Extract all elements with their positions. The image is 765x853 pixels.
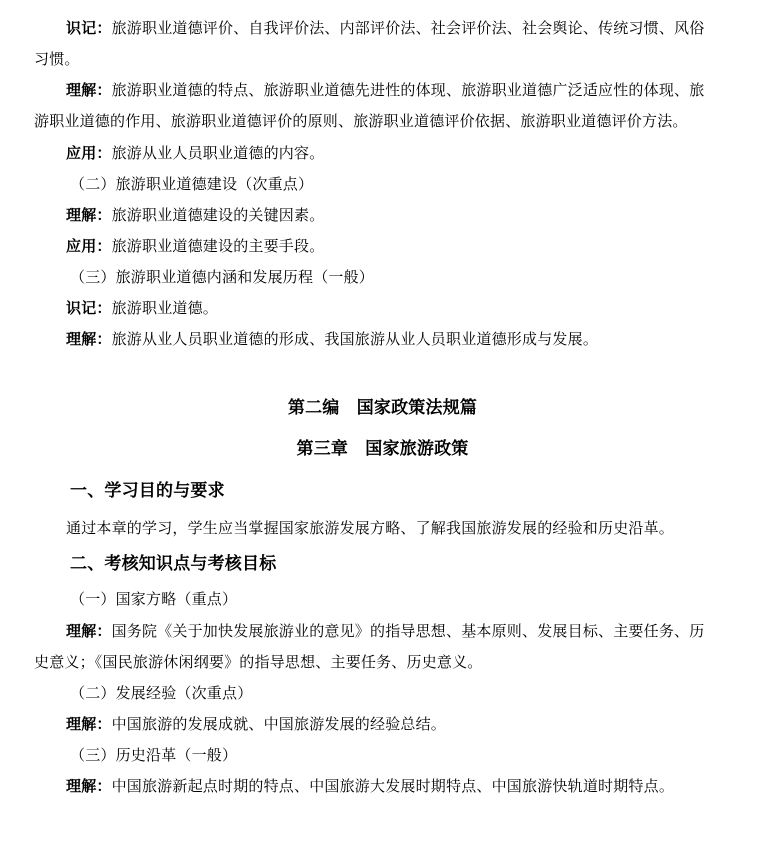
paragraph-understand-key-factors xyxy=(66,200,735,231)
label-understand: 理解： xyxy=(66,777,112,795)
text: 第三章 国家旅游政策 xyxy=(296,439,469,459)
text: 旅游职业道德。 xyxy=(111,299,219,317)
text: （一）国家方略（重点） xyxy=(70,590,238,608)
paragraph-apply-content xyxy=(66,138,735,169)
chapter-title xyxy=(0,434,765,465)
section-heading xyxy=(70,549,735,580)
subsection-title xyxy=(70,169,735,200)
paragraph-continuation xyxy=(34,44,735,75)
text: 旅游从业人员职业道德的形成、我国旅游从业人员职业道德形成与发展。 xyxy=(111,330,599,348)
text: 中国旅游的发展成就、中国旅游发展的经验总结。 xyxy=(111,715,447,733)
paragraph-continuation xyxy=(34,106,735,137)
label-recall: 识记： xyxy=(66,19,112,37)
label-recall: 识记： xyxy=(66,299,112,317)
paragraph-understand-periods xyxy=(66,771,735,802)
subsection-title xyxy=(70,584,735,615)
text: 旅游从业人员职业道德的内容。 xyxy=(111,144,325,162)
text: 旅游职业道德建设的主要手段。 xyxy=(111,237,325,255)
text: 习惯。 xyxy=(34,50,80,68)
text: 旅游职业道德的特点、旅游职业道德先进性的体现、旅游职业道德广泛适应性的体现、旅 xyxy=(111,81,705,99)
text: 第二编 国家政策法规篇 xyxy=(287,398,478,418)
paragraph-understand-state-council xyxy=(66,616,735,647)
paragraph-apply-methods xyxy=(66,231,735,262)
label-understand: 理解： xyxy=(66,330,112,348)
text: 旅游职业道德建设的关键因素。 xyxy=(111,206,325,224)
text: （二）发展经验（次重点） xyxy=(70,684,253,702)
text: 二、考核知识点与考核目标 xyxy=(70,554,277,574)
label-understand: 理解： xyxy=(66,715,112,733)
text: 游职业道德的作用、旅游职业道德评价的原则、旅游职业道德评价依据、旅游职业道德评价方法。 xyxy=(34,112,688,130)
paragraph-recall-evaluation xyxy=(66,13,735,44)
label-apply: 应用： xyxy=(66,237,112,255)
text: 中国旅游新起点时期的特点、中国旅游大发展时期特点、中国旅游快轨道时期特点。 xyxy=(111,777,675,795)
text: 旅游职业道德评价、自我评价法、内部评价法、社会评价法、社会舆论、传统习惯、风俗 xyxy=(111,19,705,37)
paragraph-understand-achievements xyxy=(66,709,735,740)
subsection-title xyxy=(70,262,735,293)
text: （二）旅游职业道德建设（次重点） xyxy=(70,175,314,193)
paragraph-understand-characteristics xyxy=(66,75,735,106)
subsection-title xyxy=(70,678,735,709)
text: （三）旅游职业道德内涵和发展历程（一般） xyxy=(70,268,375,286)
label-understand: 理解： xyxy=(66,206,112,224)
subsection-title xyxy=(70,740,735,771)
text: （三）历史沿革（一般） xyxy=(70,746,238,764)
label-apply: 应用： xyxy=(66,144,112,162)
paragraph-continuation xyxy=(34,647,735,678)
text: 史意义；《国民旅游休闲纲要》的指导思想、主要任务、历史意义。 xyxy=(34,653,483,671)
text: 通过本章的学习，学生应当掌握国家旅游发展方略、了解我国旅游发展的经验和历史沿革。 xyxy=(66,519,675,537)
label-understand: 理解： xyxy=(66,81,112,99)
paragraph-understand-formation xyxy=(66,324,735,355)
paragraph-recall-ethics xyxy=(66,293,735,324)
paragraph-objectives xyxy=(66,513,735,544)
text: 一、学习目的与要求 xyxy=(70,481,225,501)
part-title xyxy=(0,393,765,424)
label-understand: 理解： xyxy=(66,622,112,640)
section-heading xyxy=(70,476,735,507)
text: 国务院《关于加快发展旅游业的意见》的指导思想、基本原则、发展目标、主要任务、历 xyxy=(111,622,705,640)
